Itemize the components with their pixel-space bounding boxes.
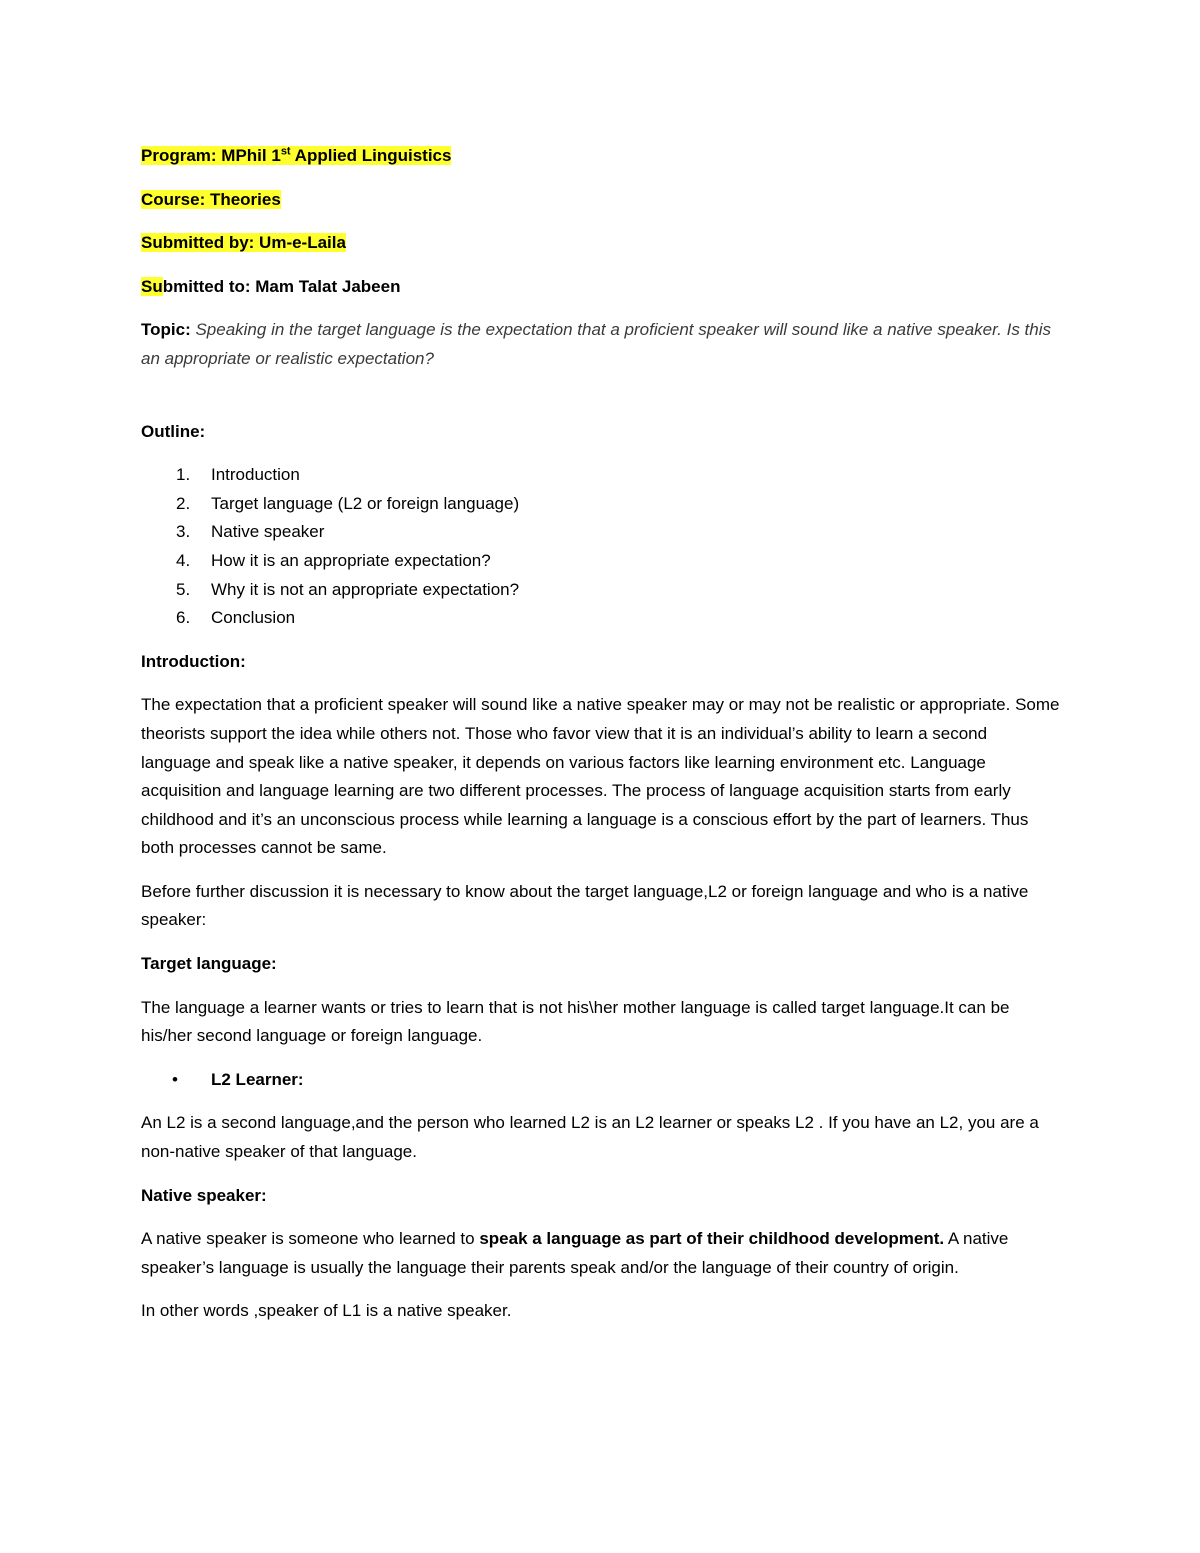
list-item-text: Target language (L2 or foreign language) (211, 493, 520, 513)
list-item-number: 6. (176, 608, 191, 628)
topic-line (141, 316, 1061, 373)
introduction-paragraph: The expectation that a proficient speaker will sound like a native speaker may or may not be realistic or appropriate. Some theorists support the idea while others not. Those who favor view that it is an individual’s ability to learn a second language and speak like a native speaker, it depends on various factors like learning environment etc. Language acquisition and language learning are two different processes. The process of language acquisition starts from early childhood and it’s an unconscious process while learning a language is a conscious effort by the part of learners. Thus both processes cannot be same. (141, 695, 1060, 858)
document-body (141, 142, 1061, 1341)
list-item (141, 461, 1061, 490)
l2-learner-paragraph: An L2 is a second language,and the person who learned L2 is an L2 learner or speaks L2 . If you have an L2, you are a non-native speaker of that language. (141, 1113, 1039, 1162)
list-item-text: Native speaker (211, 522, 325, 542)
program-highlight (141, 146, 451, 165)
outline-heading: Outline: (141, 421, 206, 441)
target-language-paragraph: The language a learner wants or tries to learn that is not his\her mother language is called target language.It can be his/her second language or foreign language. (141, 997, 1010, 1046)
course-text: Course: Theories (141, 189, 281, 209)
list-item-text: Conclusion (211, 608, 296, 628)
bullet-icon: • (172, 1069, 178, 1089)
program-superscript: st (280, 145, 291, 158)
introduction-heading: Introduction: (141, 651, 246, 671)
native-speaker-text-end: A native speaker’s language is usually the language their parents speak and/or the language of their country of origin. (141, 1229, 1009, 1277)
target-language-heading: Target language: (141, 954, 277, 974)
outline-list (141, 461, 1061, 633)
course-line (141, 186, 1061, 215)
list-item-number: 5. (176, 579, 191, 599)
list-item-text: How it is an appropriate expectation? (211, 550, 491, 570)
topic-label: Topic: (141, 320, 191, 340)
list-item-number: 2. (176, 493, 191, 513)
list-item-number: 3. (176, 522, 191, 542)
list-item (141, 547, 1061, 576)
list-item (141, 1066, 1061, 1095)
native-speaker-paragraph-2: In other words ,speaker of L1 is a native speaker. (141, 1301, 512, 1321)
list-item-number: 1. (176, 465, 191, 485)
program-text: Program: MPhil 1 (141, 146, 281, 165)
list-item-text: Why it is not an appropriate expectation? (211, 579, 520, 599)
submitted-to-line (141, 273, 1061, 302)
list-item-number: 4. (176, 550, 191, 570)
list-item (141, 518, 1061, 547)
list-item (141, 576, 1061, 605)
introduction-paragraph-2: Before further discussion it is necessary to know about the target language,L2 or foreign language and who is a native speaker: (141, 881, 1029, 930)
native-speaker-heading: Native speaker: (141, 1185, 267, 1205)
l2-learner-heading: L2 Learner: (211, 1069, 304, 1089)
list-item-text: Introduction (211, 465, 300, 485)
native-speaker-paragraph (141, 1225, 1061, 1282)
submitted-by-line (141, 229, 1061, 258)
program-text-rest: Applied Linguistics (290, 146, 452, 165)
topic-text: Speaking in the target language is the expectation that a proficient speaker will sound like a native speaker. Is this an appropriate or realistic expectation? (141, 320, 1052, 368)
submitted-by-text: Submitted by: Um-e-Laila (141, 233, 346, 253)
list-item (141, 490, 1061, 519)
program-line (141, 142, 1061, 171)
l2-learner-list (141, 1066, 1061, 1095)
list-item (141, 604, 1061, 633)
submitted-to-highlight: Su (141, 276, 163, 296)
submitted-to-text: bmitted to: Mam Talat Jabeen (162, 276, 401, 296)
native-speaker-text: A native speaker is someone who learned to (141, 1229, 480, 1249)
native-speaker-bold-text: speak a language as part of their childhood development. (479, 1229, 945, 1249)
